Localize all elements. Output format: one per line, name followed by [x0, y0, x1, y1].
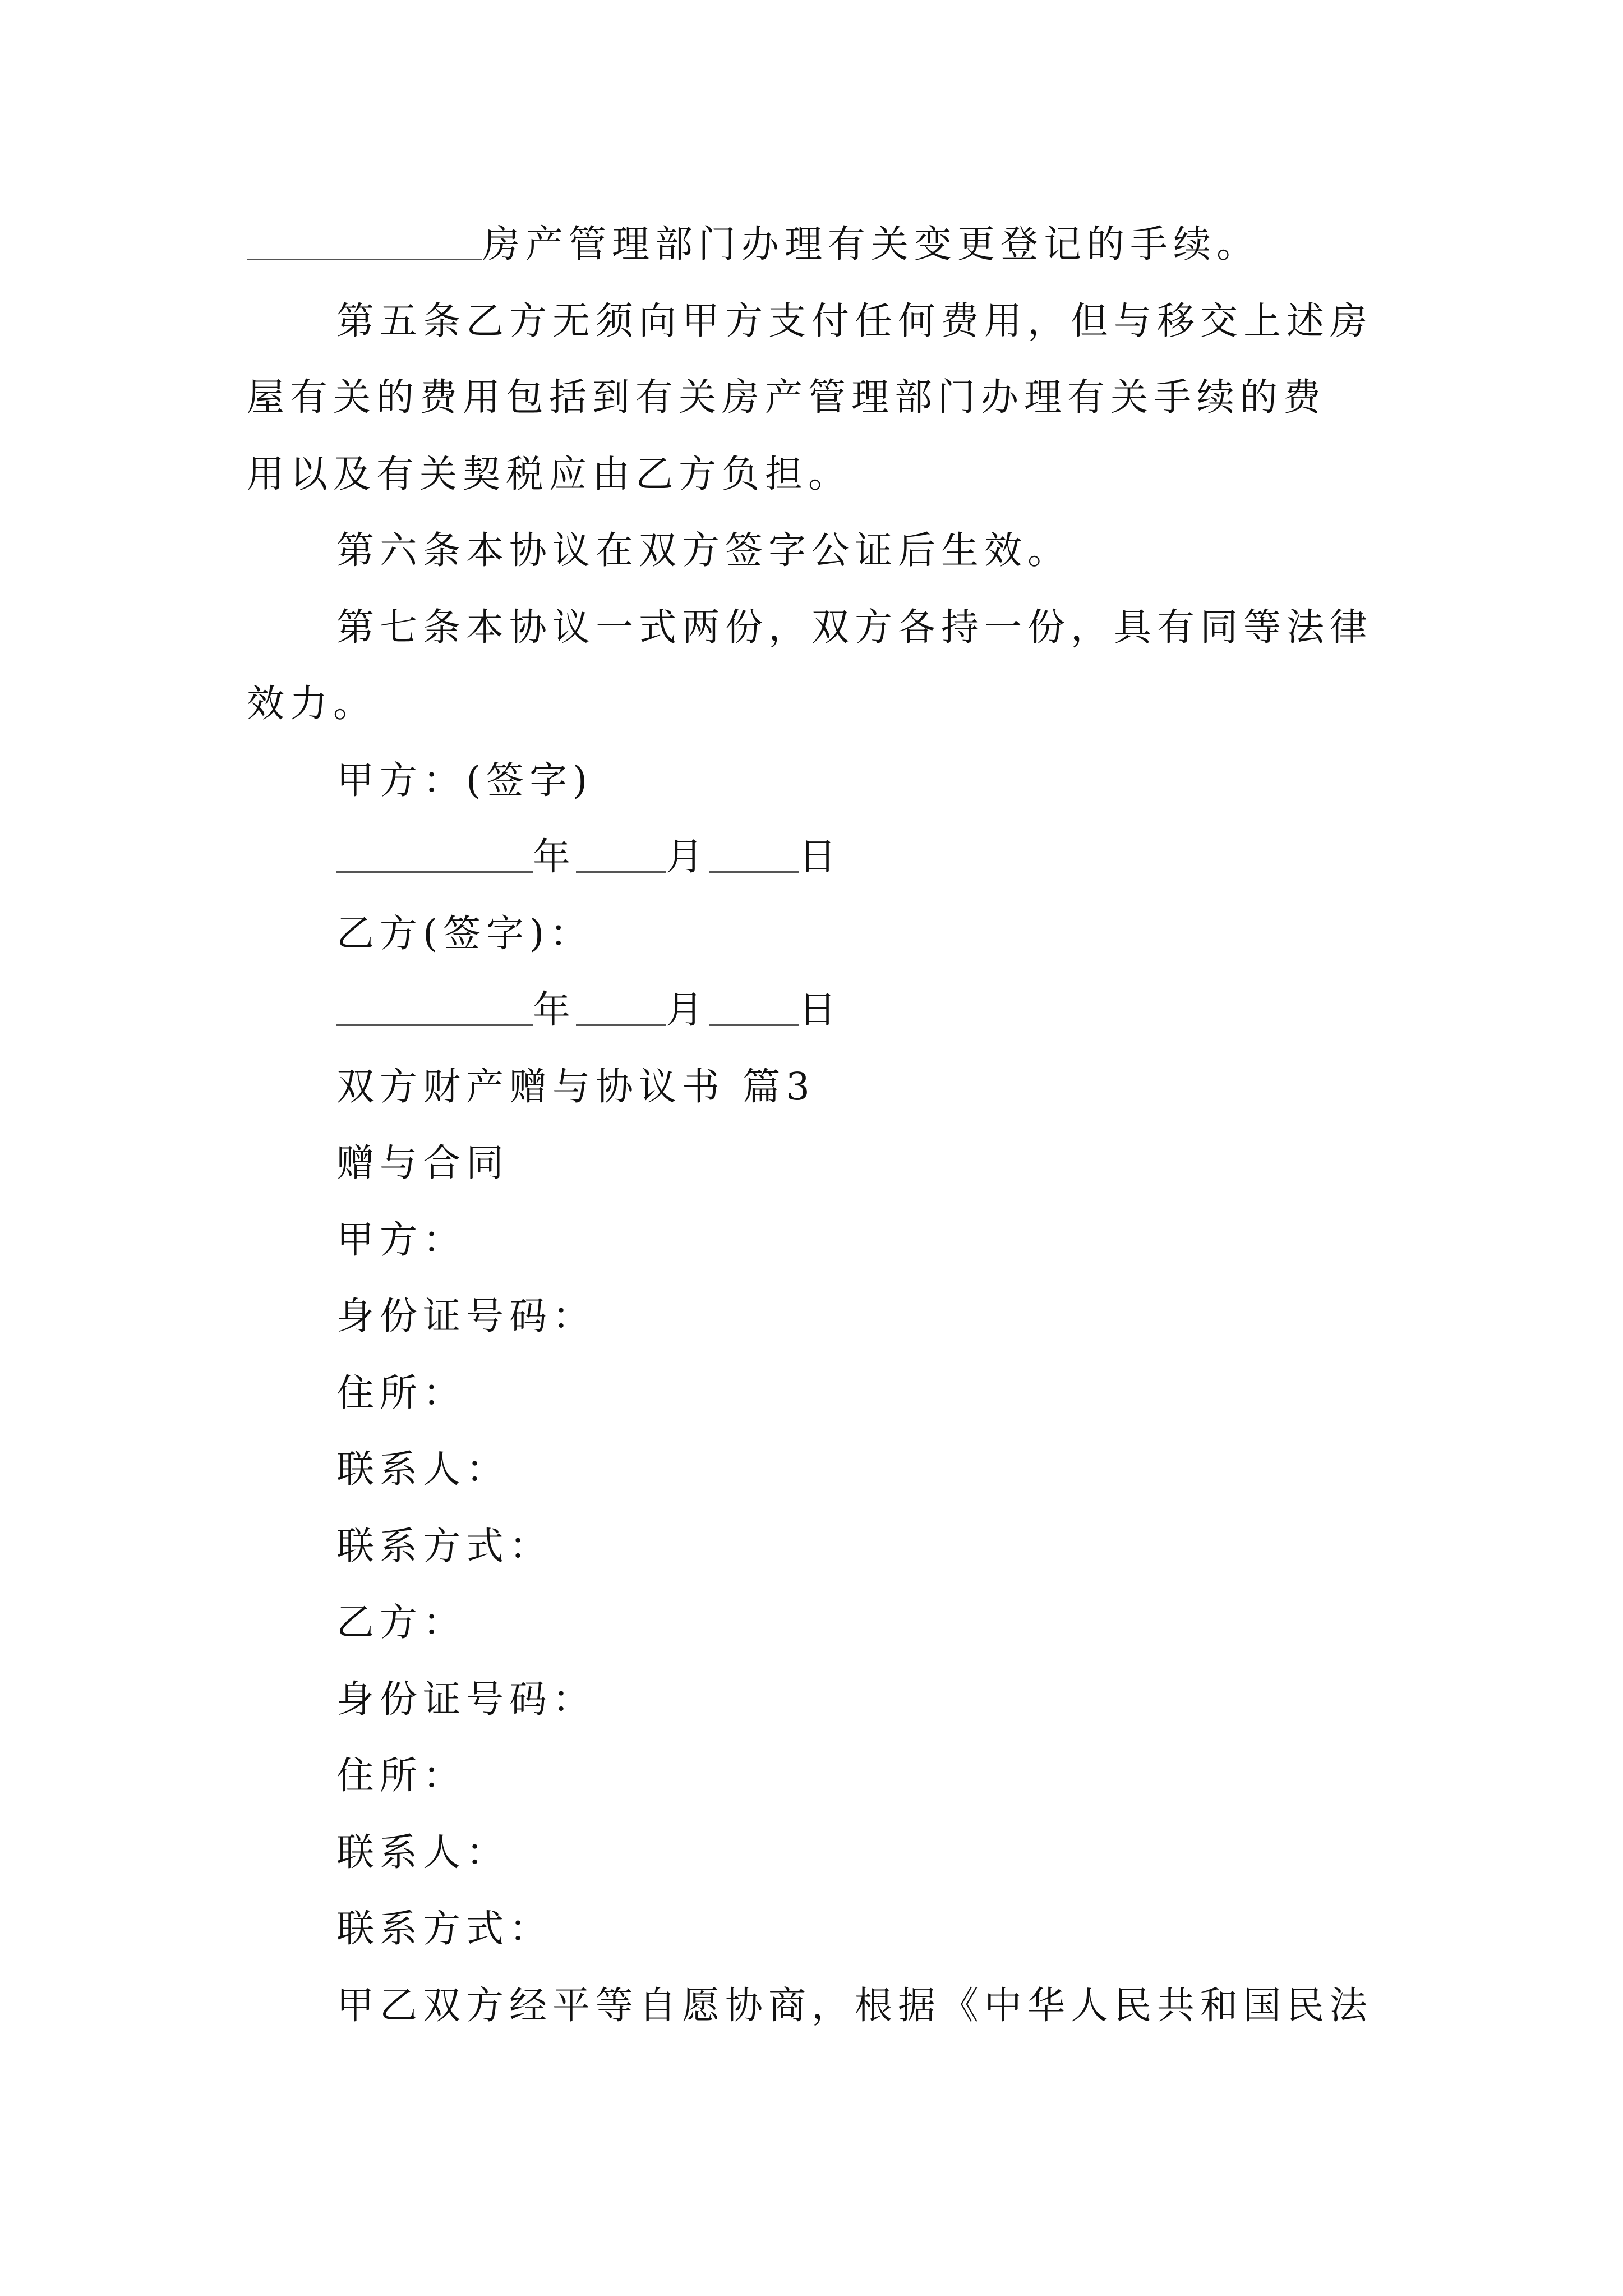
party-b-contact-label: 联系人：	[336, 1830, 509, 1874]
party-b-id-label: 身份证号码：	[336, 1677, 596, 1721]
section-title: 双方财产赠与协议书 篇3	[336, 1065, 815, 1108]
text-line-2: 第五条乙方无须向甲方支付任何费用，但与移交上述房	[336, 299, 1373, 343]
year-blank	[336, 835, 533, 873]
year-blank	[336, 988, 533, 1026]
text-line-4: 用以及有关契税应由乙方负担。	[247, 452, 851, 496]
party-a-signature-label: 甲方：(签字)	[336, 758, 593, 802]
party-a-contact-method-label: 联系方式：	[336, 1524, 552, 1568]
text-line-7: 效力。	[247, 682, 376, 725]
party-a-label: 甲方：	[336, 1218, 466, 1262]
party-a-address-label: 住所：	[336, 1371, 466, 1415]
party-a-date-line: 年 月 日	[336, 834, 842, 879]
day-blank	[709, 988, 799, 1026]
party-b-contact-method-label: 联系方式：	[336, 1907, 552, 1950]
party-b-label: 乙方：	[336, 1600, 466, 1644]
text-line-1: 房产管理部门办理有关变更登记的手续。	[247, 222, 1260, 266]
party-b-signature-label: 乙方(签字)：	[336, 912, 593, 955]
blank-underline	[247, 223, 482, 260]
contract-title: 赠与合同	[336, 1141, 509, 1185]
day-blank	[709, 835, 799, 873]
party-a-contact-label: 联系人：	[336, 1447, 509, 1491]
text-line-5: 第六条本协议在双方签字公证后生效。	[336, 528, 1071, 572]
month-blank	[576, 988, 666, 1026]
text-line-6: 第七条本协议一式两份，双方各持一份，具有同等法律	[336, 605, 1373, 649]
agreement-intro-line: 甲乙双方经平等自愿协商，根据《中华人民共和国民法	[336, 1984, 1373, 2027]
party-b-date-line: 年 月 日	[336, 987, 842, 1032]
text-line-3: 屋有关的费用包括到有关房产管理部门办理有关手续的费	[247, 375, 1326, 419]
party-b-address-label: 住所：	[336, 1754, 466, 1797]
month-blank	[576, 835, 666, 873]
party-a-id-label: 身份证号码：	[336, 1294, 596, 1338]
